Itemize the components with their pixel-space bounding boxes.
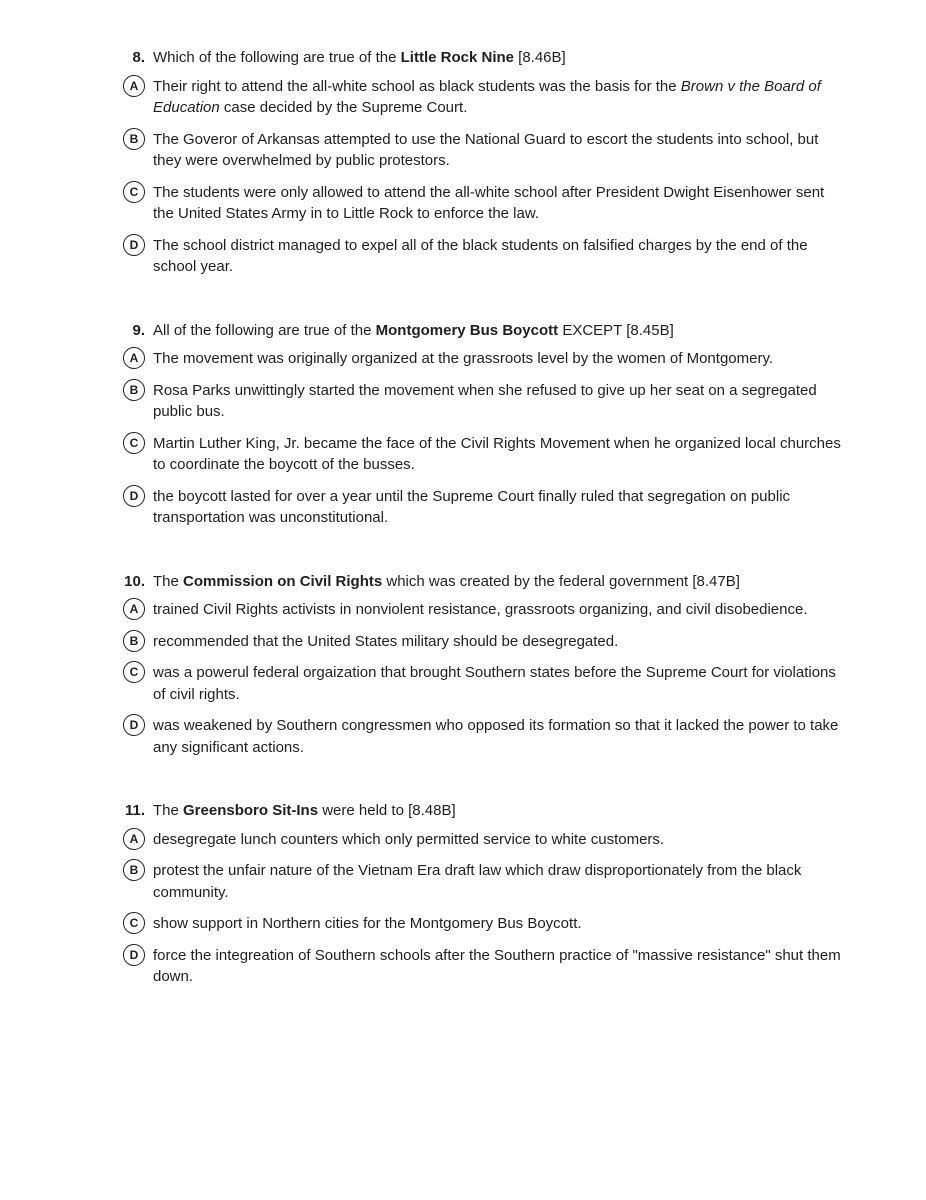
option-text xyxy=(153,829,843,851)
question-number: 11. xyxy=(124,802,145,819)
option-row xyxy=(115,829,888,851)
option-letter: B xyxy=(129,863,139,877)
option-text-pre: force the integreation of Southern schools after the Southern practice of "massive resistance" shut them down. xyxy=(153,946,841,985)
option-text-italic: Brown v the Board of Education xyxy=(153,77,821,116)
option-letter: D xyxy=(129,488,139,503)
option-letter: B xyxy=(129,633,139,648)
question-prompt xyxy=(153,800,843,822)
option-text-pre: The students were only allowed to attend the all-white school after President Dwight Eisenhower sent the United States Army in to Little Rock to enforce the law. xyxy=(153,183,825,222)
option-letter: D xyxy=(129,718,139,732)
option-letter: A xyxy=(129,351,139,365)
option-row xyxy=(115,945,888,988)
option-row xyxy=(115,599,888,621)
option-text-post: case decided by the Supreme Court. xyxy=(219,99,468,116)
option-bubble-d[interactable] xyxy=(123,485,145,507)
option-bubble-a[interactable] xyxy=(123,347,145,369)
option-text xyxy=(153,486,843,529)
prompt-bold-term: Greensboro Sit-Ins xyxy=(183,802,319,819)
option-text xyxy=(153,433,843,476)
option-letter: A xyxy=(129,602,139,616)
option-text xyxy=(153,380,843,423)
option-letter: C xyxy=(129,916,139,930)
prompt-bold-term: Commission on Civil Rights xyxy=(183,572,383,590)
option-bubble-c[interactable] xyxy=(123,432,145,454)
option-letter: B xyxy=(129,382,139,397)
option-row xyxy=(115,182,888,225)
option-text xyxy=(153,913,843,935)
option-row xyxy=(115,380,888,423)
question-prompt-row xyxy=(115,47,888,69)
option-text xyxy=(153,662,843,705)
option-text-pre: The Goveror of Arkansas attempted to use the National Guard to escort the students into school, but they were overwhelmed by public protestors. xyxy=(153,130,819,169)
question-prompt-row xyxy=(115,320,888,342)
option-letter: D xyxy=(129,947,139,962)
option-bubble-a[interactable] xyxy=(123,75,145,97)
question-prompt xyxy=(153,47,843,69)
option-text-pre: was a powerul federal orgaization that brought Southern states before the Supreme Court for violations of civil rights. xyxy=(153,664,836,703)
option-text xyxy=(153,348,843,370)
option-bubble-a[interactable] xyxy=(123,828,145,850)
prompt-standard-code: EXCEPT [8.45B] xyxy=(558,321,674,339)
option-row xyxy=(115,433,888,476)
prompt-text: All of the following are true of the xyxy=(153,321,376,339)
question-block-8 xyxy=(115,47,888,278)
option-row xyxy=(115,235,888,278)
option-text-pre: trained Civil Rights activists in nonviolent resistance, grassroots organizing, and civil disobedience. xyxy=(153,601,808,618)
option-text xyxy=(153,129,843,172)
prompt-standard-code: were held to [8.48B] xyxy=(318,802,456,819)
option-text xyxy=(153,182,843,225)
option-text xyxy=(153,235,843,278)
question-prompt-row xyxy=(115,800,888,822)
option-text-pre: protest the unfair nature of the Vietnam Era draft law which draw disproportionately from the black community. xyxy=(153,862,802,901)
prompt-text: The xyxy=(153,572,184,590)
prompt-standard-code: which was created by the federal government [8.47B] xyxy=(382,572,740,590)
question-block-11 xyxy=(115,800,888,988)
option-text-pre: recommended that the United States military should be desegregated. xyxy=(153,632,619,650)
question-number: 9. xyxy=(132,321,145,339)
option-bubble-d[interactable] xyxy=(123,234,145,256)
option-text-pre: Rosa Parks unwittingly started the movement when she refused to give up her seat on a segregated public bus. xyxy=(153,381,817,420)
option-bubble-d[interactable] xyxy=(123,714,145,736)
option-text xyxy=(153,599,843,621)
option-bubble-d[interactable] xyxy=(123,944,145,966)
option-row xyxy=(115,631,888,653)
option-bubble-c[interactable] xyxy=(123,661,145,683)
option-text-pre: Their right to attend the all-white school as black students was the basis for the xyxy=(153,77,681,95)
option-row xyxy=(115,76,888,119)
option-row xyxy=(115,129,888,172)
prompt-text: The xyxy=(153,802,184,819)
prompt-bold-term: Montgomery Bus Boycott xyxy=(375,321,559,339)
option-letter: C xyxy=(129,435,139,450)
option-letter: A xyxy=(129,831,139,846)
option-text-pre: desegregate lunch counters which only permitted service to white customers. xyxy=(153,830,665,848)
option-text-pre: the boycott lasted for over a year until the Supreme Court finally ruled that segregation on public transportation was unconstitutional. xyxy=(153,487,791,526)
option-row xyxy=(115,662,888,705)
option-bubble-a[interactable] xyxy=(123,598,145,620)
option-row xyxy=(115,715,888,758)
question-prompt xyxy=(153,320,843,342)
option-letter: C xyxy=(129,184,139,199)
question-prompt-row xyxy=(115,571,888,593)
option-text-pre: Martin Luther King, Jr. became the face of the Civil Rights Movement when he organized local churches to coordinate the boycott of the busses. xyxy=(153,434,841,473)
option-bubble-c[interactable] xyxy=(123,181,145,203)
option-letter: C xyxy=(129,665,139,679)
question-block-9 xyxy=(115,320,888,529)
option-bubble-b[interactable] xyxy=(123,859,145,881)
option-row xyxy=(115,913,888,935)
option-letter: A xyxy=(129,78,139,93)
question-number: 10. xyxy=(124,572,145,590)
option-row xyxy=(115,860,888,903)
option-text xyxy=(153,715,843,758)
option-text-pre: The movement was originally organized at the grassroots level by the women of Montgomery. xyxy=(153,350,774,367)
question-prompt xyxy=(153,571,843,593)
option-text xyxy=(153,76,843,119)
option-text-pre: show support in Northern cities for the Montgomery Bus Boycott. xyxy=(153,915,582,932)
option-letter: D xyxy=(129,237,139,252)
option-text-pre: was weakened by Southern congressmen who opposed its formation so that it lacked the power to take any significant actions. xyxy=(153,717,839,756)
option-bubble-b[interactable] xyxy=(123,379,145,401)
option-text xyxy=(153,860,843,903)
option-bubble-c[interactable] xyxy=(123,912,145,934)
option-text-pre: The school district managed to expel all of the black students on falsified charges by the end of the school year. xyxy=(153,236,808,275)
question-block-10 xyxy=(115,571,888,759)
option-text xyxy=(153,631,843,653)
prompt-text: Which of the following are true of the xyxy=(153,49,401,66)
option-row xyxy=(115,486,888,529)
prompt-standard-code: [8.46B] xyxy=(514,49,566,66)
option-bubble-b[interactable] xyxy=(123,128,145,150)
question-number: 8. xyxy=(132,49,145,66)
option-row xyxy=(115,348,888,370)
option-bubble-b[interactable] xyxy=(123,630,145,652)
option-letter: B xyxy=(129,131,139,146)
prompt-bold-term: Little Rock Nine xyxy=(400,49,514,66)
option-text xyxy=(153,945,843,988)
